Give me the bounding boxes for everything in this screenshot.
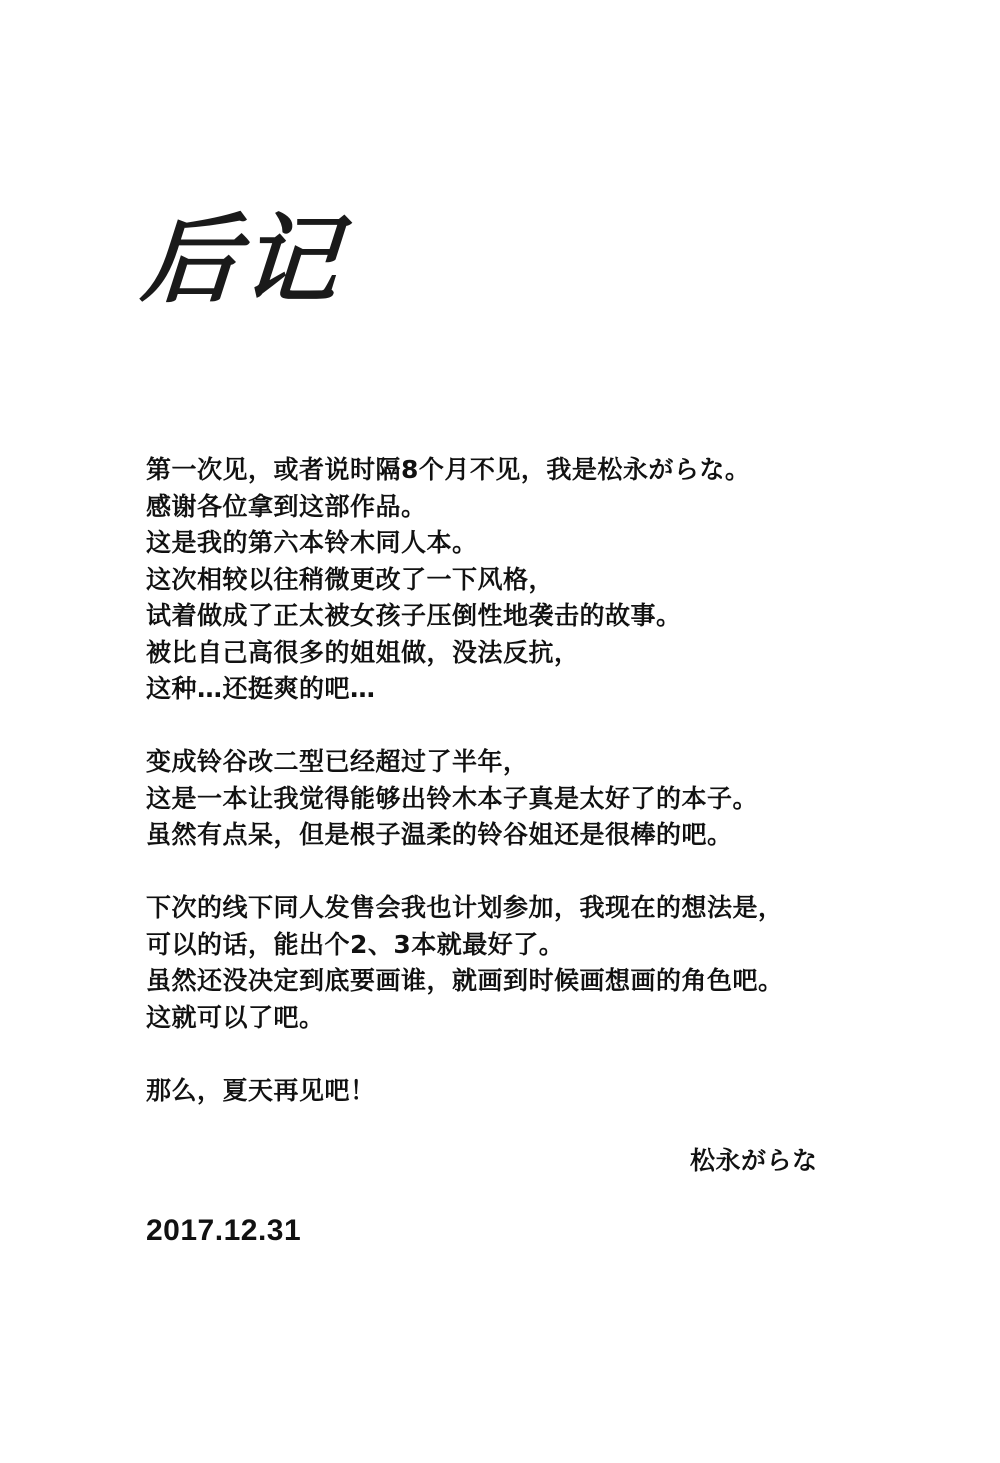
page-title: 后记 bbox=[138, 203, 346, 316]
paragraph-3 bbox=[146, 890, 946, 1036]
date-text: 2017.12.31 bbox=[146, 1214, 302, 1247]
text-line: 感谢各位拿到这部作品。 bbox=[146, 491, 427, 521]
text-line: 变成铃谷改二型已经超过了半年， bbox=[146, 747, 529, 776]
text-line: 这是一本让我觉得能够出铃木本子真是太好了的本子。 bbox=[146, 783, 759, 813]
author-signature: 松永がらな bbox=[690, 1146, 818, 1175]
afterword-body bbox=[146, 452, 946, 1109]
text-line: 试着做成了正太被女孩子压倒性地袭击的故事。 bbox=[146, 601, 682, 630]
text-line: 那么，夏天再见吧！ bbox=[146, 1075, 376, 1105]
text-line: 第一次见，或者说时隔8个月不见，我是松永がらな。 bbox=[146, 455, 751, 484]
paragraph-2 bbox=[146, 744, 946, 854]
text-line: 虽然还没决定到底要画谁，就画到时候画想画的角色吧。 bbox=[146, 966, 784, 995]
text-line: 这种…还挺爽的吧… bbox=[146, 674, 376, 703]
text-line: 这次相较以往稍微更改了一下风格， bbox=[146, 564, 555, 594]
text-line: 虽然有点呆，但是根子温柔的铃谷姐还是很棒的吧。 bbox=[146, 820, 733, 849]
text-line: 这是我的第六本铃木同人本。 bbox=[146, 528, 478, 557]
text-line: 这就可以了吧。 bbox=[146, 1002, 325, 1032]
paragraph-4 bbox=[146, 1073, 946, 1110]
text-line: 被比自己高很多的姐姐做，没法反抗， bbox=[146, 637, 580, 667]
text-line: 可以的话，能出个2、3本就最好了。 bbox=[146, 929, 565, 959]
text-line: 下次的线下同人发售会我也计划参加，我现在的想法是， bbox=[146, 893, 784, 922]
paragraph-1 bbox=[146, 452, 946, 708]
